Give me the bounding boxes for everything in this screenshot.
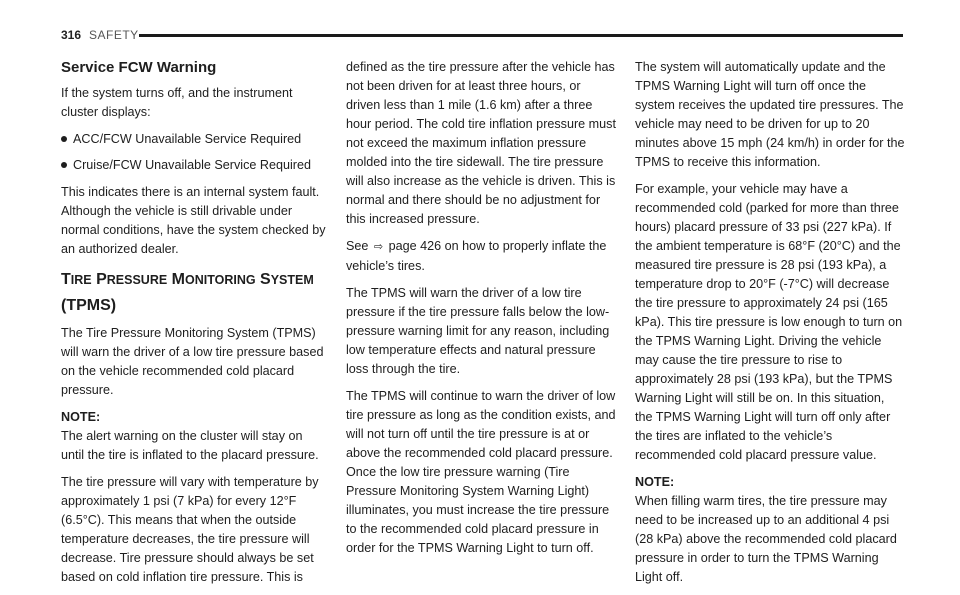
page-reference-link[interactable]: page 426 on how to properly inflate the vehicle’s tires. (346, 239, 607, 273)
example-paragraph: For example, your vehicle may have a recommended cold (parked for more than three hours) placard pressure of 33 psi (227 kPa). If the ambient temperature is 68°F (20°C) and the measured tire pressure is 28 psi (193 kPa), a temperature drop to 20°F (-7°C) will decrease the tire pressure to approximately 24 psi (165 kPa). This tire pressure is low enough to turn on the TPMS Warning Light. Driving the vehicle may cause the tire pressure to rise to approximately 28 psi (193 kPa), but the TPMS Warning Light will still be on. In this situation, the TPMS Warning Light will turn off only after the tires are inflated to the vehicle’s recommended cold placard pressure value. (635, 182, 903, 462)
note-text: The alert warning on the cluster will stay on until the tire is inflated to the placard pressure. (61, 429, 319, 462)
page-number: 316 (61, 28, 82, 42)
note-block (635, 473, 905, 587)
note-label: NOTE: (635, 475, 675, 489)
bullet-icon (61, 136, 67, 142)
see-reference: See ⇨ page 426 on how to properly inflate the vehicle’s tires. (346, 239, 607, 273)
column-2 (346, 58, 618, 566)
note-text: When filling warm tires, the tire pressure may need to be increased up to an additional 4 psi (28 kPa) above the recommended cold placard pressure in order to turn the TPMS Warning Light off. (635, 494, 897, 584)
service-fcw-heading: Service FCW Warning (61, 59, 217, 76)
tpms-heading: TIRE PRESSURE MONITORING SYSTEM (TPMS) (61, 271, 314, 314)
auto-update-paragraph: The system will automatically update and the TPMS Warning Light will turn off once the system receives the updated tire pressures. The vehicle may need to be driven for up to 20 minutes above 15 mph (24 km/h) in order for the TPMS to receive this information. (635, 60, 905, 169)
note-block (61, 408, 329, 465)
bullet-icon (61, 162, 67, 168)
list-item: Cruise/FCW Unavailable Service Required (61, 156, 329, 175)
cold-pressure-paragraph: defined as the tire pressure after the vehicle has not been driven for at least three hours, or driven less than 1 mile (1.6 km) after a three hour period. The cold tire inflation pressure must not exceed the maximum inflation pressure molded into the tire sidewall. The tire pressure will also increase as the vehicle is driven. This is normal and there should be no adjustment for this increased pressure. (346, 60, 616, 226)
column-3 (635, 58, 905, 595)
arrow-right-icon: ⇨ (373, 241, 384, 253)
note-label: NOTE: (61, 410, 101, 424)
low-pressure-paragraph: The TPMS will warn the driver of a low tire pressure if the tire pressure falls below the low-pressure warning limit for any reason, including low temperature effects and natural pressure loss through the tire. (346, 286, 610, 376)
list-item: ACC/FCW Unavailable Service Required (61, 130, 329, 149)
temperature-paragraph: The tire pressure will vary with temperature by approximately 1 psi (7 kPa) for every 12°F (6.5°C). This means that when the outside temperature decreases, the tire pressure will decrease. Tire pressure should always be set based on cold inflation tire pressure. This is (61, 475, 319, 584)
tpms-intro-paragraph: The Tire Pressure Monitoring System (TPMS) will warn the driver of a low tire pressure based on the vehicle recommended cold placard pressure. (61, 326, 324, 397)
header-rule (139, 34, 903, 37)
intro-paragraph: If the system turns off, and the instrument cluster displays: (61, 86, 293, 119)
page-header (61, 28, 903, 44)
continue-warning-paragraph: The TPMS will continue to warn the driver of low tire pressure as long as the condition exists, and will not turn off until the tire pressure is at or above the recommended cold placard pressure. Once the low tire pressure warning (Tire Pressure Monitoring System Warning Light) illuminates, you must increase the tire pressure to the recommended cold placard pressure in order for the TPMS Warning Light to turn off. (346, 389, 616, 555)
section-title: SAFETY (89, 28, 139, 42)
warning-list (61, 130, 329, 175)
fault-paragraph: This indicates there is an internal system fault. Although the vehicle is still drivable under normal conditions, have the system checked by an authorized dealer. (61, 185, 326, 256)
column-1 (61, 58, 329, 595)
